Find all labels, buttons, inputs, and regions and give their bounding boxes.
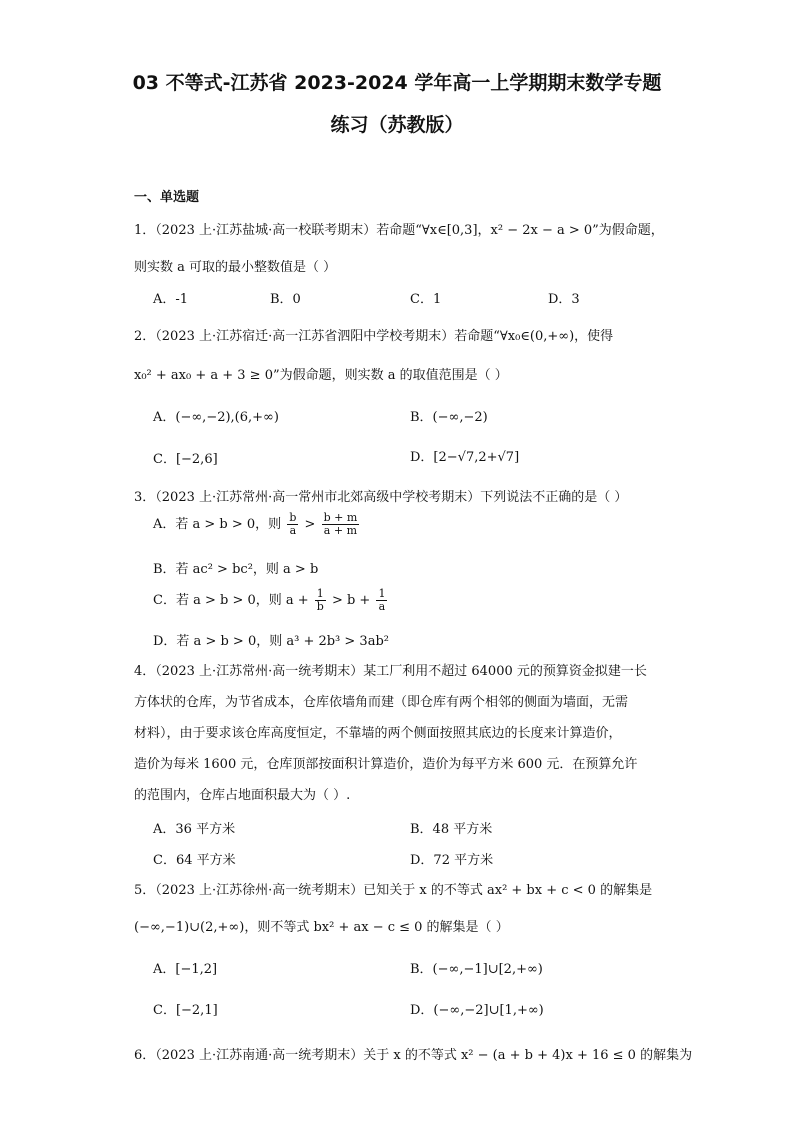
q4-option-d: D．72 平方米: [410, 853, 494, 868]
q1-option-a: A．-1: [153, 292, 189, 307]
q2-stem-line1: 2．（2023 上·江苏宿迁·高一江苏省泗阳中学校考期末）若命题“∀x₀∈(0,+∞)，使得: [134, 329, 614, 344]
q1-stem-line1: 1．（2023 上·江苏盐城·高一校联考期末）若命题“∀x∈[0,3]，x² − 2x − a > 0”为假命题，: [134, 223, 664, 238]
q3-option-a-fraction-1: $\frac{b}{a}$: [289, 511, 297, 537]
q1-option-b: B．0: [270, 292, 301, 307]
q5-stem-line1: 5．（2023 上·江苏徐州·高一统考期末）已知关于 x 的不等式 ax² + bx + c < 0 的解集是: [134, 883, 653, 898]
q4-stem-line2: 方体状的仓库，为节省成本，仓库依墙角而建（即仓库有两个相邻的侧面为墙面，无需: [134, 695, 629, 710]
q3-option-b: B．若 ac² > bc²，则 a > b: [153, 562, 319, 577]
q5-option-c: C．[−2,1]: [153, 1003, 218, 1018]
q3-option-d: D．若 a > b > 0，则 a³ + 2b³ > 3ab²: [153, 634, 389, 649]
q2-option-a: A．(−∞,−2),(6,+∞): [153, 410, 279, 425]
q2-option-c: C．[−2,6]: [153, 452, 218, 467]
q3-option-c: [153, 588, 389, 613]
q3-option-a-relation: >: [304, 517, 316, 532]
q3-option-c-fraction-2: $\frac{1}{a}$: [378, 587, 386, 613]
q6-stem-line1: 6．（2023 上·江苏南通·高一统考期末）关于 x 的不等式 x² − (a + b + 4)x + 16 ≤ 0 的解集为: [134, 1048, 693, 1063]
q4-stem-line1: 4．（2023 上·江苏常州·高一统考期末）某工厂利用不超过 64000 元的预算资金拟建一长: [134, 664, 647, 679]
q5-option-d: D．(−∞,−2]∪[1,+∞): [410, 1003, 544, 1018]
q3-option-c-middle: > b +: [331, 593, 371, 608]
q5-option-b: B．(−∞,−1]∪[2,+∞): [410, 962, 543, 977]
document-title-line1: 03 不等式-江苏省 2023-2024 学年高一上学期期末数学专题: [132, 72, 662, 94]
q4-stem-line5: 的范围内，仓库占地面积最大为（ ）.: [134, 788, 351, 803]
q1-stem-line2: 则实数 a 可取的最小整数值是（ ）: [134, 260, 337, 275]
q4-option-a: A．36 平方米: [153, 822, 236, 837]
q2-option-b: B．(−∞,−2): [410, 410, 488, 425]
section-heading: 一、单选题: [134, 190, 200, 205]
q5-option-a: A．[−1,2]: [153, 962, 218, 977]
q3-stem: 3．（2023 上·江苏常州·高一常州市北郊高级中学校考期末）下列说法不正确的是（ ）: [134, 490, 628, 505]
q4-stem-line4: 造价为每米 1600 元，仓库顶部按面积计算造价，造价为每平方米 600 元．在预算允许: [134, 757, 638, 772]
q4-stem-line3: 材料），由于要求该仓库高度恒定，不靠墙的两个侧面按照其底边的长度来计算造价，: [134, 726, 622, 741]
q4-option-b: B．48 平方米: [410, 822, 493, 837]
q3-option-c-prefix: C．若 a > b > 0，则 a +: [153, 593, 309, 608]
q3-option-c-fraction-1: $\frac{1}{b}$: [316, 587, 324, 613]
q3-option-a-fraction-2: $\frac{b + m}{a + m}$: [323, 511, 358, 537]
document-title-line2: 练习（苏教版）: [330, 114, 464, 136]
q3-option-a: [153, 512, 361, 537]
q4-option-c: C．64 平方米: [153, 853, 236, 868]
q1-option-d: D．3: [548, 292, 580, 307]
q2-stem-line2: x₀² + ax₀ + a + 3 ≥ 0”为假命题，则实数 a 的取值范围是（ ）: [134, 368, 508, 383]
q5-stem-line2: (−∞,−1)∪(2,+∞)，则不等式 bx² + ax − c ≤ 0 的解集是（ ）: [134, 920, 509, 935]
q3-option-a-prefix: A．若 a > b > 0，则: [153, 517, 282, 532]
q2-option-d: D．[2−√7,2+√7]: [410, 450, 520, 465]
q1-option-c: C．1: [410, 292, 442, 307]
